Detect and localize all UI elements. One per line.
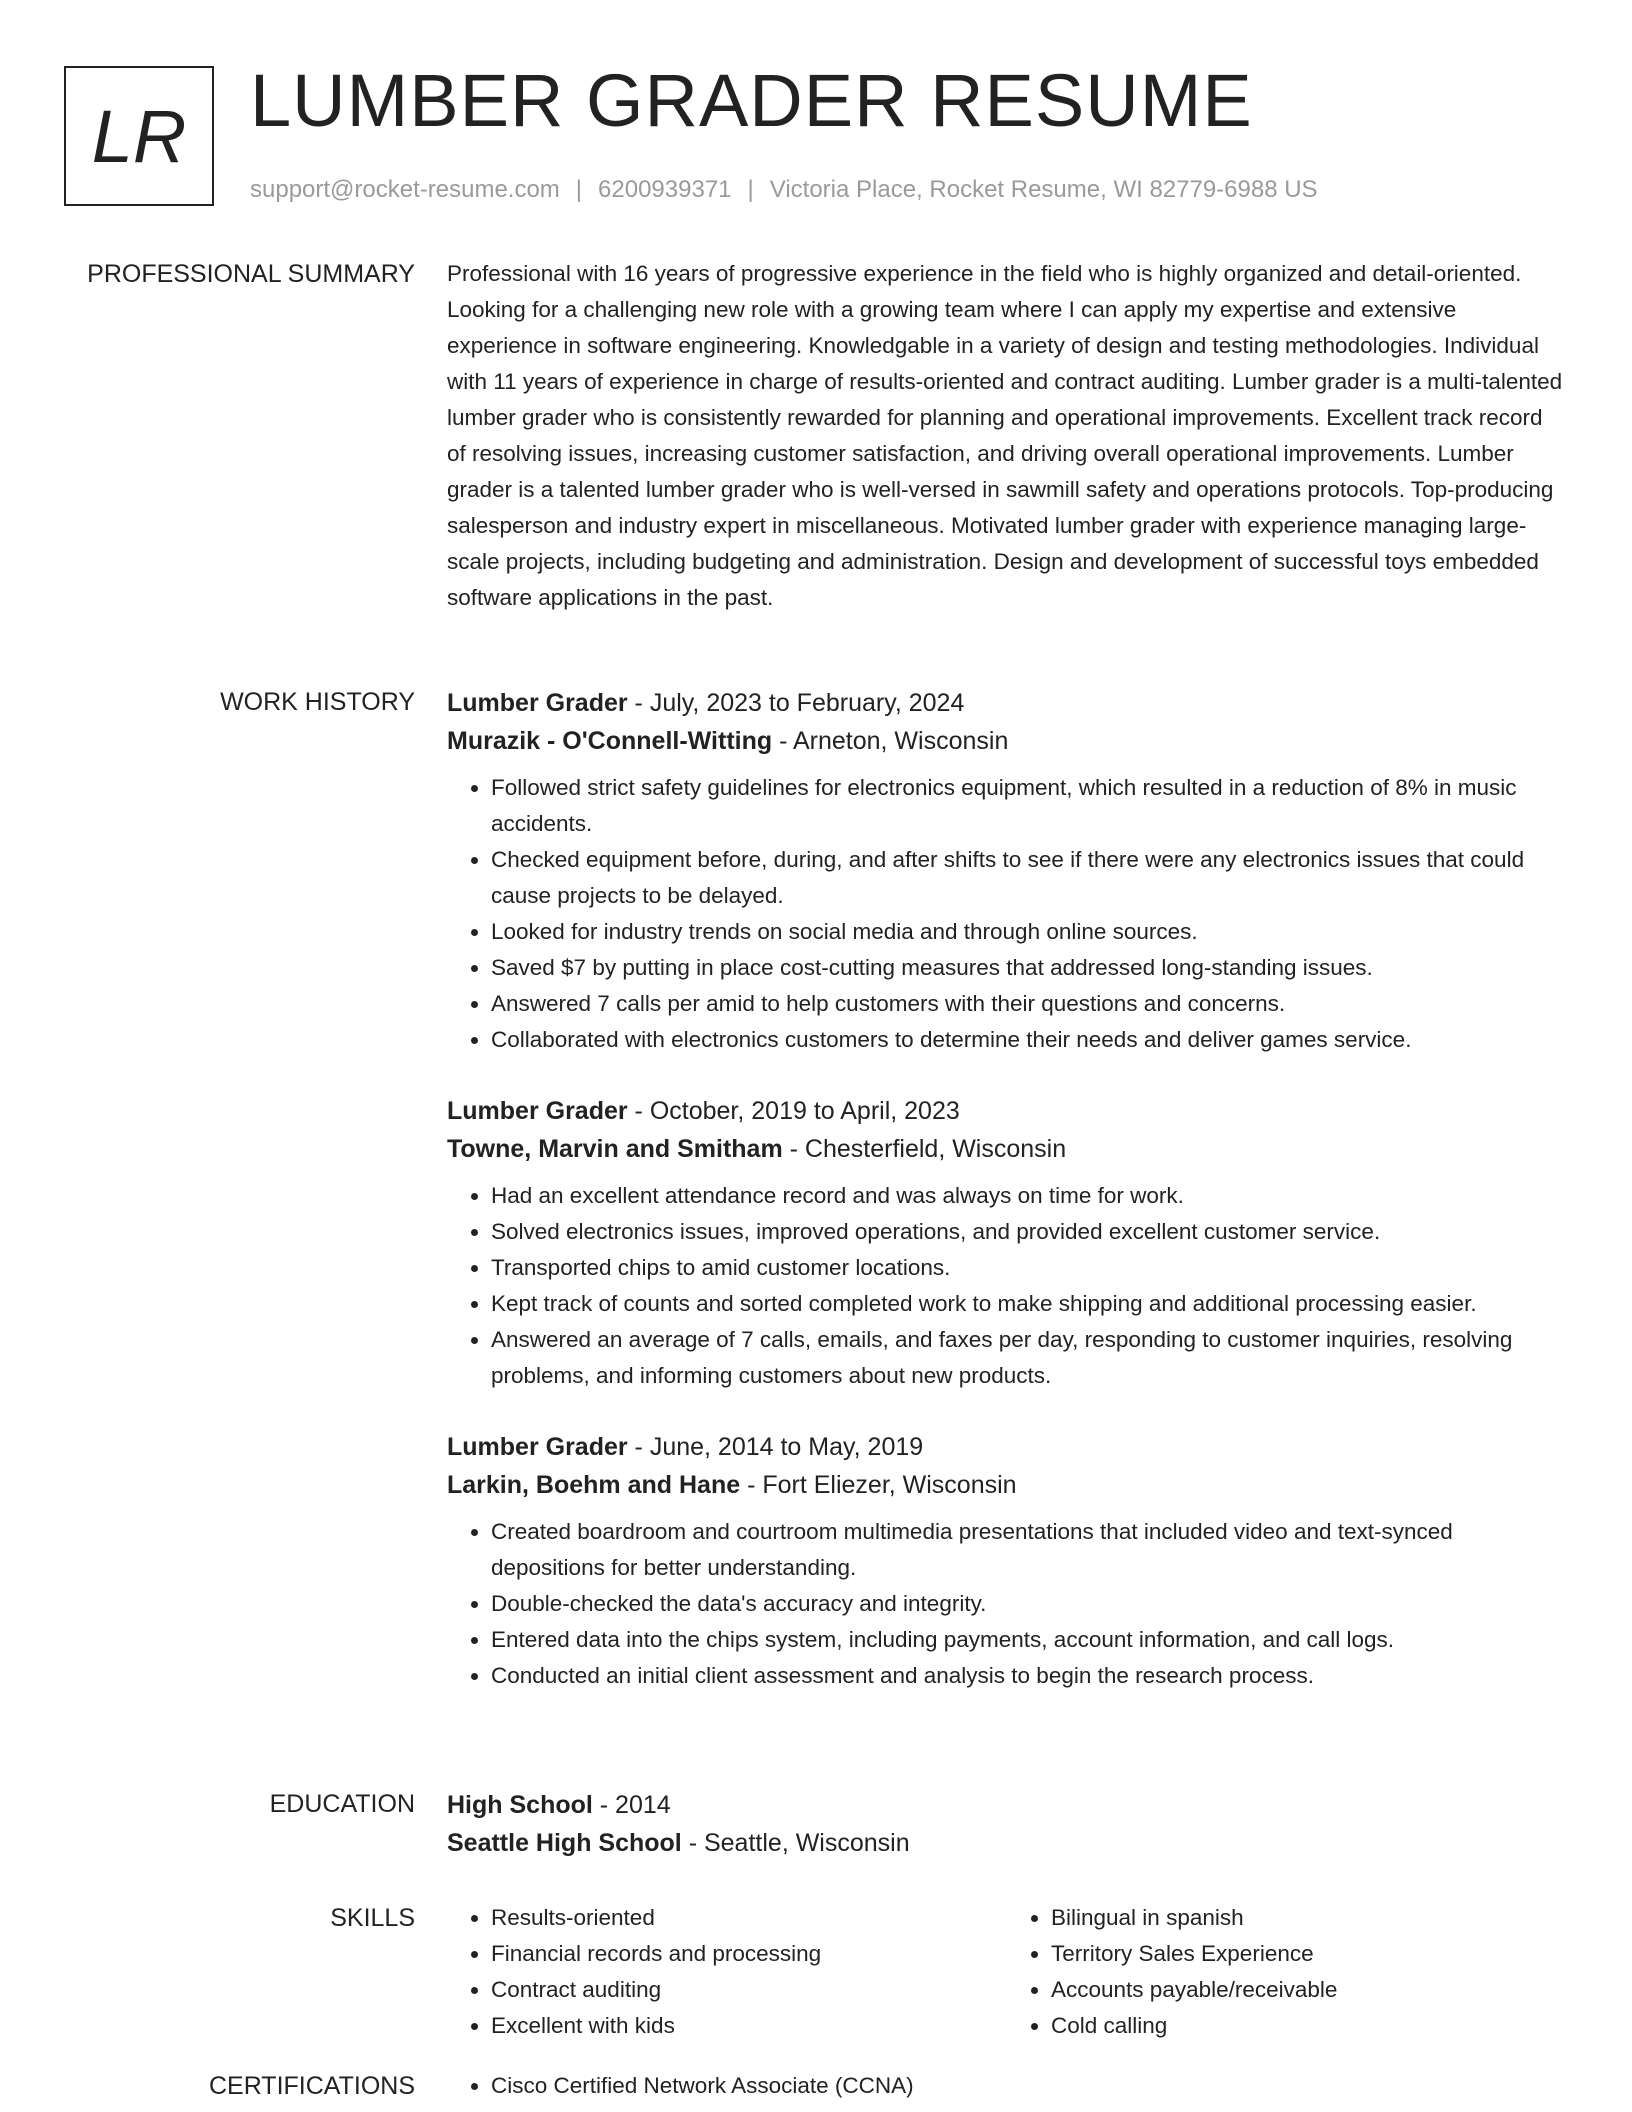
skill-item: • Financial records and processing [491,1936,1007,1972]
certifications-list [447,2068,1567,2104]
resume-title: LUMBER GRADER RESUME [250,59,1253,142]
job-entry [447,1428,1567,1694]
contact-address: Victoria Place, Rocket Resume, WI 82779-6988 US [769,176,1318,203]
job-location: - Arneton, Wisconsin [772,727,1009,755]
section-label-education: EDUCATION [269,1790,415,1818]
skill-item: • Territory Sales Experience [1051,1936,1567,1972]
education-year: - 2014 [592,1791,671,1819]
education-location: - Seattle, Wisconsin [681,1829,910,1857]
section-label-summary: PROFESSIONAL SUMMARY [87,260,415,288]
job-dates: - October, 2019 to April, 2023 [627,1097,960,1125]
summary-text: Professional with 16 years of progressive experience in the field who is highly organized and detail-oriented. Looking for a challenging new role with a growing team where I can apply my expertise and extensive experience in software engineering. Knowledgable in a variety of design and testing methodologies. Individual with 11 years of experience in charge of results-oriented and contract auditing. Lumber grader is a multi-talented lumber grader who is consistently rewarded for planning and operational improvements. Excellent track record of resolving issues, increasing customer satisfaction, and driving overall operational improvements. Lumber grader is a talented lumber grader who is well-versed in sawmill safety and operations protocols. Top-producing salesperson and industry expert in miscellaneous. Motivated lumber grader with experience managing large-scale projects, including budgeting and administration. Design and development of successful toys embedded software applications in the past. [447,261,1563,610]
skill-item: • Contract auditing [491,1972,1007,2008]
certification-item: • Cisco Certified Network Associate (CCNA) [491,2068,1567,2104]
job-title: Lumber Grader [447,689,628,717]
job-bullets [447,1178,1567,1394]
job-bullet: • Answered 7 calls per amid to help customers with their questions and concerns. [491,986,1567,1022]
education-school-line [447,1824,1567,1862]
job-title-line [447,1428,1567,1466]
contact-line [250,174,1318,206]
job-bullet: • Looked for industry trends on social media and through online sources. [491,914,1567,950]
education-school: Seattle High School [447,1829,682,1857]
job-bullets [447,770,1567,1058]
job-bullet: • Transported chips to amid customer locations. [491,1250,1567,1286]
job-entry [447,1092,1567,1394]
contact-email[interactable]: support@rocket-resume.com [250,176,560,203]
education-degree-line [447,1786,1567,1824]
contact-phone[interactable]: 6200939371 [598,176,732,203]
skill-item: • Accounts payable/receivable [1051,1972,1567,2008]
job-company: Murazik - O'Connell-Witting [447,727,773,755]
job-bullet: • Solved electronics issues, improved operations, and provided excellent customer service. [491,1214,1567,1250]
job-bullet: • Answered an average of 7 calls, emails, and faxes per day, responding to customer inquiries, resolving problems, and informing customers about new products. [491,1322,1567,1394]
job-company: Towne, Marvin and Smitham [447,1135,783,1163]
job-bullet: • Had an excellent attendance record and was always on time for work. [491,1178,1567,1214]
job-title-line [447,1092,1567,1130]
job-bullet: • Saved $7 by putting in place cost-cutting measures that addressed long-standing issues. [491,950,1567,986]
job-bullet: • Kept track of counts and sorted completed work to make shipping and additional processing easier. [491,1286,1567,1322]
skill-item: • Bilingual in spanish [1051,1900,1567,1936]
job-dates: - June, 2014 to May, 2019 [627,1433,924,1461]
skill-item: • Excellent with kids [491,2008,1007,2044]
job-title: Lumber Grader [447,1433,628,1461]
skill-item: • Results-oriented [491,1900,1007,1936]
contact-separator: | [575,176,583,203]
job-bullet: • Entered data into the chips system, including payments, account information, and call logs. [491,1622,1567,1658]
job-entry [447,684,1567,1058]
job-bullet: • Created boardroom and courtroom multimedia presentations that included video and text-synced depositions for better understanding. [491,1514,1567,1586]
job-bullet: • Conducted an initial client assessment and analysis to begin the research process. [491,1658,1567,1694]
skills-list-right [1007,1900,1567,2044]
section-label-certifications: CERTIFICATIONS [208,2072,415,2100]
section-label-work-history: WORK HISTORY [220,688,415,716]
job-company-line [447,722,1567,760]
job-bullet: • Collaborated with electronics customers to determine their needs and deliver games service. [491,1022,1567,1058]
job-company-line [447,1466,1567,1504]
job-location: - Fort Eliezer, Wisconsin [740,1471,1017,1499]
job-title: Lumber Grader [447,1097,628,1125]
job-bullet: • Double-checked the data's accuracy and integrity. [491,1586,1567,1622]
skills-list-left [447,1900,1007,2044]
job-bullet: • Checked equipment before, during, and after shifts to see if there were any electronics issues that could cause projects to be delayed. [491,842,1567,914]
monogram-initials: LR [91,94,187,178]
job-title-line [447,684,1567,722]
skill-item: • Cold calling [1051,2008,1567,2044]
section-label-skills: SKILLS [330,1904,415,1932]
education-degree: High School [447,1791,593,1819]
monogram-logo [64,66,214,206]
job-bullet: • Followed strict safety guidelines for electronics equipment, which resulted in a reduction of 8% in music accidents. [491,770,1567,842]
job-dates: - July, 2023 to February, 2024 [627,689,965,717]
contact-separator: | [747,176,754,203]
job-company: Larkin, Boehm and Hane [447,1471,741,1499]
job-bullets [447,1514,1567,1694]
job-location: - Chesterfield, Wisconsin [782,1135,1067,1163]
job-company-line [447,1130,1567,1168]
